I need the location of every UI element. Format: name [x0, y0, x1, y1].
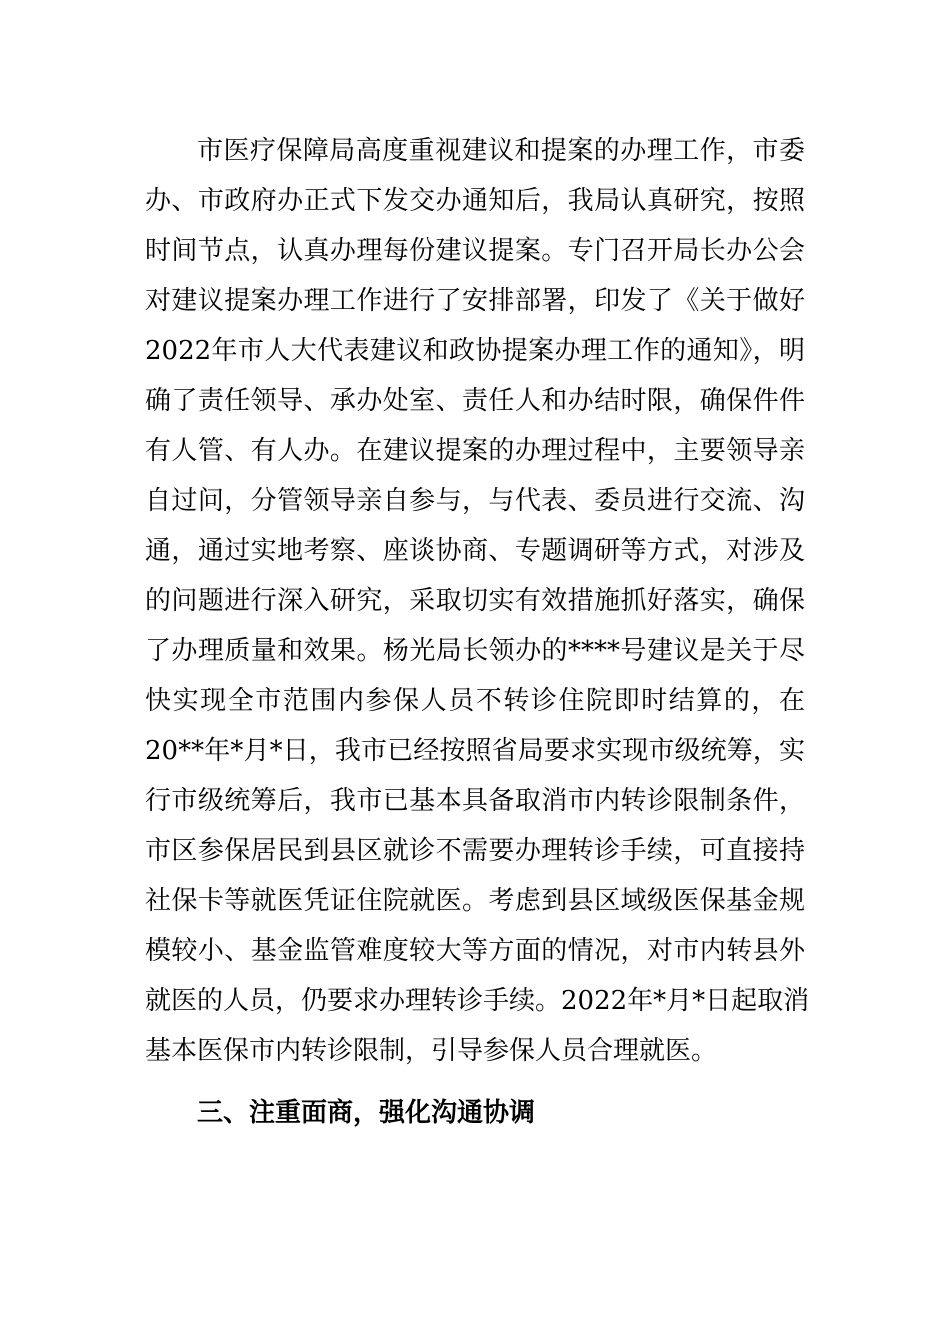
paragraph-line: 通，通过实地考察、座谈协商、专题调研等方式，对涉及 — [145, 536, 805, 566]
section-heading: 三、注重面商，强化沟通协调 — [197, 1098, 536, 1128]
paragraph-line: 快实现全市范围内参保人员不转诊住院即时结算的，在 — [145, 686, 805, 716]
paragraph-line: 办、市政府办正式下发交办通知后，我局认真研究，按照 — [145, 186, 805, 216]
paragraph-line: 确了责任领导、承办处室、责任人和办结时限，确保件件 — [145, 386, 805, 416]
paragraph-line: 行市级统筹后，我市已基本具备取消市内转诊限制条件， — [145, 786, 805, 816]
paragraph-line: 了办理质量和效果。杨光局长领办的****号建议是关于尽 — [145, 636, 805, 666]
body-paragraph — [145, 126, 810, 1076]
paragraph-line: 基本医保市内转诊限制，引导参保人员合理就医。 — [145, 1036, 718, 1066]
paragraph-line: 有人管、有人办。在建议提案的办理过程中，主要领导亲 — [145, 436, 805, 466]
paragraph-line: 的问题进行深入研究，采取切实有效措施抓好落实，确保 — [145, 586, 805, 616]
paragraph-line: 模较小、基金监管难度较大等方面的情况，对市内转县外 — [145, 936, 805, 966]
paragraph-line: 对建议提案办理工作进行了安排部署，印发了《关于做好 — [145, 286, 805, 316]
paragraph-line: 社保卡等就医凭证住院就医。考虑到县区域级医保基金规 — [145, 886, 805, 916]
paragraph-line: 2022年市人大代表建议和政协提案办理工作的通知》，明 — [145, 336, 805, 366]
paragraph-line: 市医疗保障局高度重视建议和提案的办理工作，市委 — [197, 136, 805, 166]
paragraph-line: 20**年*月*日，我市已经按照省局要求实现市级统筹，实 — [145, 736, 805, 766]
paragraph-line: 就医的人员，仍要求办理转诊手续。2022年*月*日起取消 — [145, 986, 810, 1016]
paragraph-line: 时间节点，认真办理每份建议提案。专门召开局长办公会 — [145, 236, 805, 266]
paragraph-line: 自过问，分管领导亲自参与，与代表、委员进行交流、沟 — [145, 486, 805, 516]
paragraph-line: 市区参保居民到县区就诊不需要办理转诊手续，可直接持 — [145, 836, 805, 866]
